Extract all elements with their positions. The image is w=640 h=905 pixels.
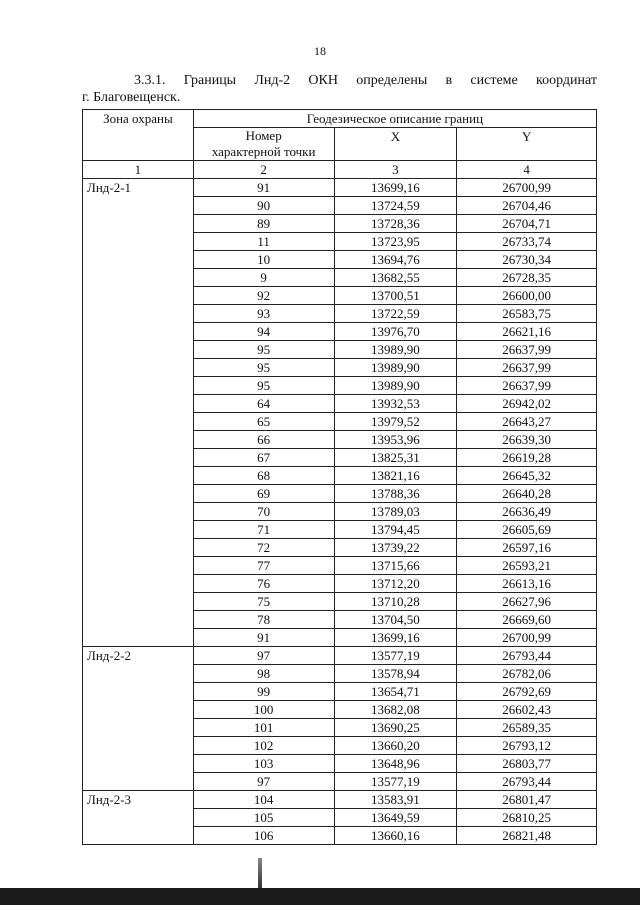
x-coordinate: 13578,94 [334,665,457,683]
y-coordinate: 26643,27 [457,413,597,431]
header-row-1 [83,110,597,128]
header-point-line-2: характерной точки [211,144,316,159]
point-number: 97 [193,773,334,791]
y-coordinate: 26801,47 [457,791,597,809]
point-number: 68 [193,467,334,485]
x-coordinate: 13583,91 [334,791,457,809]
x-coordinate: 13739,22 [334,539,457,557]
y-coordinate: 26627,96 [457,593,597,611]
x-coordinate: 13794,45 [334,521,457,539]
point-number: 90 [193,197,334,215]
column-number: 4 [457,161,597,179]
point-number: 99 [193,683,334,701]
point-number: 11 [193,233,334,251]
x-coordinate: 13577,19 [334,647,457,665]
y-coordinate: 26730,34 [457,251,597,269]
point-number: 104 [193,791,334,809]
point-number: 67 [193,449,334,467]
point-number: 77 [193,557,334,575]
point-number: 9 [193,269,334,287]
header-x: X [334,128,457,161]
x-coordinate: 13682,08 [334,701,457,719]
point-number: 95 [193,377,334,395]
column-number: 3 [334,161,457,179]
x-coordinate: 13825,31 [334,449,457,467]
point-number: 95 [193,359,334,377]
y-coordinate: 26637,99 [457,377,597,395]
boundary-coordinates-table [82,109,597,845]
table-row [83,647,597,665]
x-coordinate: 13577,19 [334,773,457,791]
x-coordinate: 13660,20 [334,737,457,755]
section-heading [82,72,597,106]
scan-bottom-edge [0,888,640,905]
y-coordinate: 26637,99 [457,359,597,377]
point-number: 76 [193,575,334,593]
x-coordinate: 13989,90 [334,341,457,359]
y-coordinate: 26942,02 [457,395,597,413]
point-number: 92 [193,287,334,305]
column-number: 1 [83,161,194,179]
zone-name: Лнд-2-2 [83,647,194,791]
x-coordinate: 13724,59 [334,197,457,215]
y-coordinate: 26733,74 [457,233,597,251]
y-coordinate: 26782,06 [457,665,597,683]
point-number: 10 [193,251,334,269]
point-number: 66 [193,431,334,449]
y-coordinate: 26645,32 [457,467,597,485]
header-point-number [193,128,334,161]
point-number: 105 [193,809,334,827]
x-coordinate: 13690,25 [334,719,457,737]
x-coordinate: 13976,70 [334,323,457,341]
x-coordinate: 13654,71 [334,683,457,701]
x-coordinate: 13722,59 [334,305,457,323]
point-number: 98 [193,665,334,683]
table-row [83,179,597,197]
y-coordinate: 26821,48 [457,827,597,845]
header-point-line-1: Номер [245,128,282,143]
point-number: 78 [193,611,334,629]
y-coordinate: 26619,28 [457,449,597,467]
heading-line-2: г. Благовещенск. [82,90,181,105]
y-coordinate: 26792,69 [457,683,597,701]
y-coordinate: 26728,35 [457,269,597,287]
x-coordinate: 13979,52 [334,413,457,431]
y-coordinate: 26700,99 [457,629,597,647]
y-coordinate: 26600,00 [457,287,597,305]
x-coordinate: 13699,16 [334,629,457,647]
y-coordinate: 26583,75 [457,305,597,323]
header-y: Y [457,128,597,161]
x-coordinate: 13699,16 [334,179,457,197]
x-coordinate: 13953,96 [334,431,457,449]
point-number: 91 [193,179,334,197]
point-number: 91 [193,629,334,647]
y-coordinate: 26597,16 [457,539,597,557]
point-number: 103 [193,755,334,773]
point-number: 95 [193,341,334,359]
point-number: 106 [193,827,334,845]
point-number: 71 [193,521,334,539]
header-zone: Зона охраны [83,110,194,161]
x-coordinate: 13682,55 [334,269,457,287]
y-coordinate: 26637,99 [457,341,597,359]
header-geodesic-description: Геодезическое описание границ [193,110,596,128]
y-coordinate: 26613,16 [457,575,597,593]
column-number: 2 [193,161,334,179]
y-coordinate: 26793,44 [457,647,597,665]
y-coordinate: 26636,49 [457,503,597,521]
x-coordinate: 13989,90 [334,359,457,377]
x-coordinate: 13700,51 [334,287,457,305]
scan-artifact-mark [258,858,262,888]
x-coordinate: 13789,03 [334,503,457,521]
y-coordinate: 26602,43 [457,701,597,719]
point-number: 97 [193,647,334,665]
y-coordinate: 26700,99 [457,179,597,197]
point-number: 101 [193,719,334,737]
x-coordinate: 13704,50 [334,611,457,629]
y-coordinate: 26810,25 [457,809,597,827]
point-number: 70 [193,503,334,521]
y-coordinate: 26669,60 [457,611,597,629]
point-number: 69 [193,485,334,503]
point-number: 94 [193,323,334,341]
x-coordinate: 13649,59 [334,809,457,827]
table-row [83,791,597,809]
point-number: 102 [193,737,334,755]
point-number: 75 [193,593,334,611]
zone-name: Лнд-2-3 [83,791,194,845]
x-coordinate: 13648,96 [334,755,457,773]
y-coordinate: 26640,28 [457,485,597,503]
y-coordinate: 26621,16 [457,323,597,341]
x-coordinate: 13710,28 [334,593,457,611]
point-number: 72 [193,539,334,557]
heading-line-1: 3.3.1. Границы Лнд-2 ОКН определены в системе координат [134,73,597,88]
x-coordinate: 13694,76 [334,251,457,269]
y-coordinate: 26593,21 [457,557,597,575]
point-number: 89 [193,215,334,233]
x-coordinate: 13821,16 [334,467,457,485]
point-number: 93 [193,305,334,323]
y-coordinate: 26605,69 [457,521,597,539]
zone-name: Лнд-2-1 [83,179,194,647]
y-coordinate: 26589,35 [457,719,597,737]
point-number: 65 [193,413,334,431]
x-coordinate: 13989,90 [334,377,457,395]
x-coordinate: 13788,36 [334,485,457,503]
y-coordinate: 26793,44 [457,773,597,791]
y-coordinate: 26793,12 [457,737,597,755]
point-number: 100 [193,701,334,719]
column-number-row [83,161,597,179]
x-coordinate: 13723,95 [334,233,457,251]
y-coordinate: 26803,77 [457,755,597,773]
y-coordinate: 26704,46 [457,197,597,215]
x-coordinate: 13660,16 [334,827,457,845]
y-coordinate: 26639,30 [457,431,597,449]
x-coordinate: 13715,66 [334,557,457,575]
x-coordinate: 13712,20 [334,575,457,593]
point-number: 64 [193,395,334,413]
x-coordinate: 13728,36 [334,215,457,233]
y-coordinate: 26704,71 [457,215,597,233]
page-number: 18 [314,44,326,58]
x-coordinate: 13932,53 [334,395,457,413]
